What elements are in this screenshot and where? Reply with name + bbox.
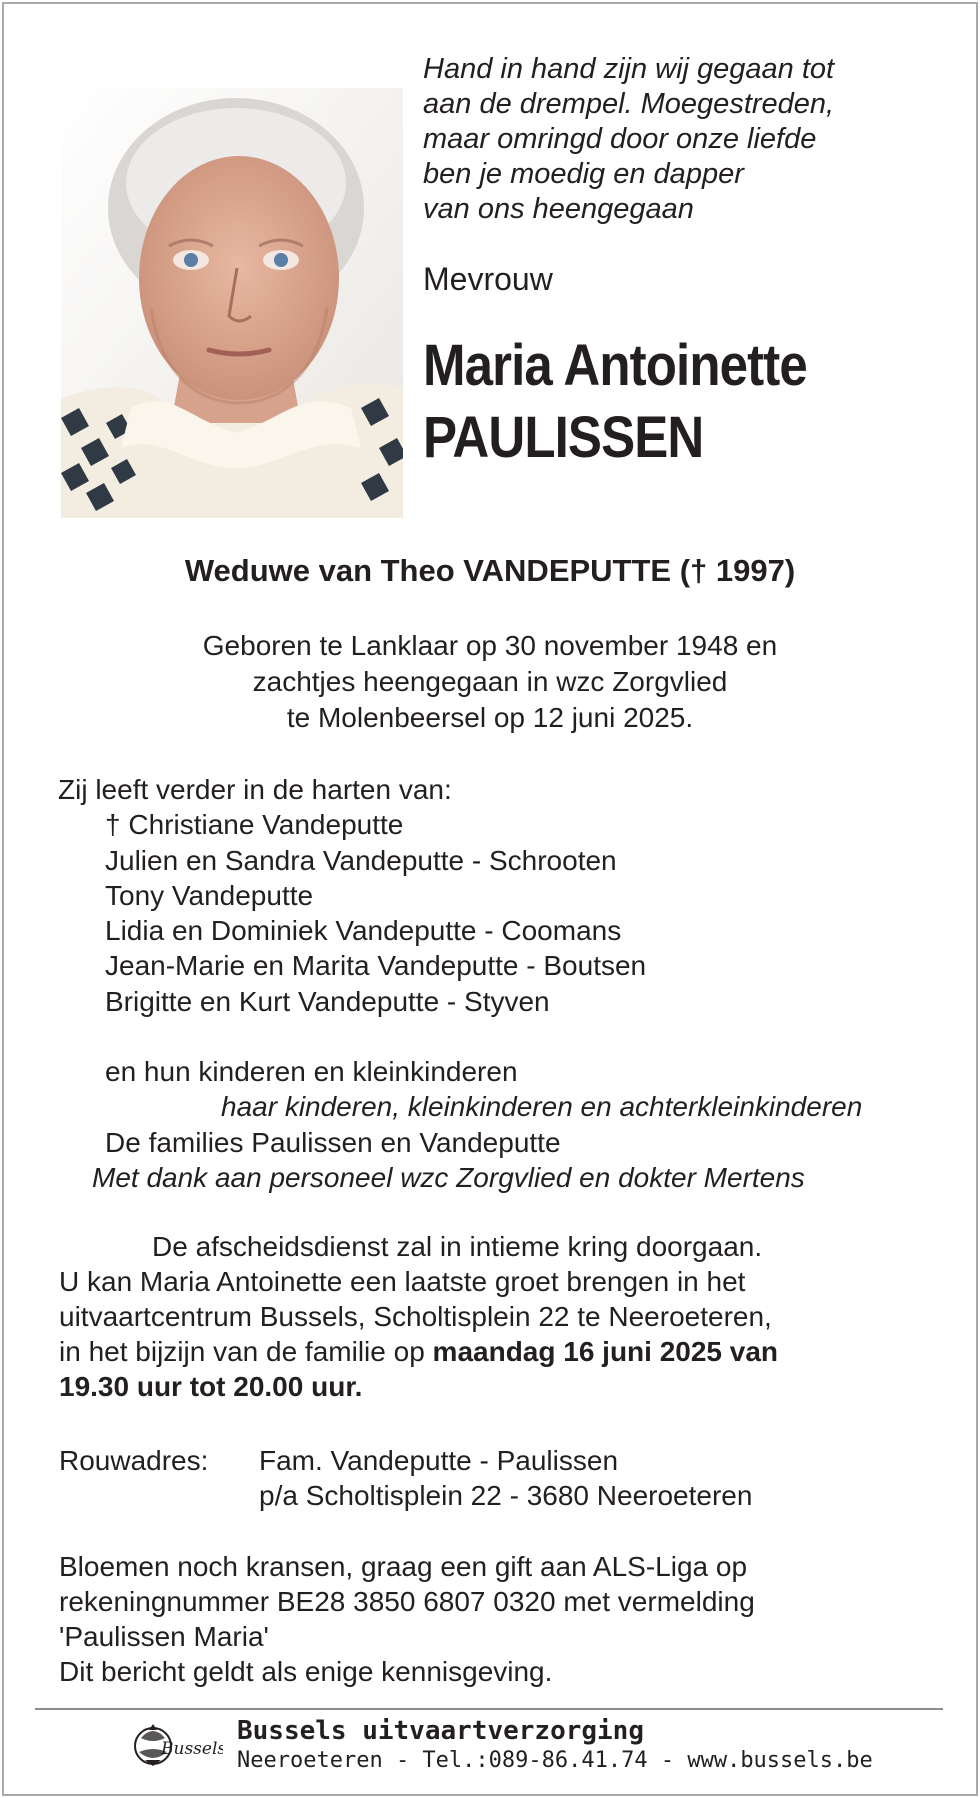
flowers-line: Dit bericht geldt als enige kennisgeving. — [59, 1656, 553, 1687]
survivor-name: Jean-Marie en Marita Vandeputte - Boutsen — [105, 950, 647, 982]
survivor-name: Lidia en Dominiek Vandeputte - Coomans — [105, 915, 622, 947]
surname: PAULISSEN — [423, 405, 704, 470]
poem-line: maar omringd door onze liefde — [423, 123, 817, 155]
logo-icon — [131, 1716, 223, 1776]
widow-line: Weduwe van Theo VANDEPUTTE († 1997) — [184, 553, 796, 588]
flowers-notice — [59, 1549, 959, 1689]
service-line — [59, 1334, 959, 1369]
service-date: maandag 16 juni 2025 van — [432, 1336, 779, 1367]
service-line: U kan Maria Antoinette een laatste groet brengen in het — [59, 1266, 746, 1297]
children-line: en hun kinderen en kleinkinderen — [105, 1056, 518, 1088]
mourning-address — [59, 1443, 752, 1513]
company-contact: Neeroeteren - Tel.:089-86.41.74 - www.bussels.be — [237, 1748, 873, 1773]
poem-line: Hand in hand zijn wij gegaan tot — [423, 53, 835, 85]
survivor-name: Tony Vandeputte — [105, 879, 314, 911]
birth-death-info — [0, 628, 980, 736]
address-label-spacer — [59, 1478, 259, 1513]
address-label: Rouwadres: — [59, 1445, 209, 1476]
bussels-logo — [131, 1716, 223, 1776]
address-line: p/a Scholtisplein 22 - 3680 Neeroeteren — [259, 1480, 753, 1511]
thanks-line: Met dank aan personeel wzc Zorgvlied en dokter Mertens — [92, 1161, 805, 1193]
flowers-line: Bloemen noch kransen, graag een gift aan ALS-Liga op — [59, 1551, 748, 1582]
flowers-line: rekeningnummer BE28 3850 6807 0320 met vermelding — [59, 1586, 755, 1617]
logo-text: Bussels — [161, 1739, 223, 1759]
grandchildren-line: haar kinderen, kleinkinderen en achterkleinkinderen — [221, 1091, 863, 1123]
birth-line: zachtjes heengegaan in wzc Zorgvlied — [252, 666, 728, 697]
flowers-line: 'Paulissen Maria' — [59, 1621, 269, 1652]
poem-line: van ons heengegaan — [423, 193, 694, 225]
families-line: De families Paulissen en Vandeputte — [105, 1126, 561, 1158]
survivor-name: Brigitte en Kurt Vandeputte - Styven — [105, 985, 550, 1017]
address-row — [59, 1443, 752, 1478]
poem-line: aan de drempel. Moegestreden, — [423, 88, 835, 120]
footer-divider — [35, 1708, 943, 1710]
survivor-name: Julien en Sandra Vandeputte - Schrooten — [105, 844, 617, 876]
deceased-name — [423, 330, 807, 474]
honorific: Mevrouw — [423, 261, 553, 297]
service-line: De afscheidsdienst zal in intieme kring doorgaan. — [152, 1231, 763, 1262]
survivor-name: † Christiane Vandeputte — [105, 809, 404, 841]
spacer — [58, 1019, 958, 1054]
service-text: in het bijzijn van de familie op — [59, 1336, 433, 1367]
address-row — [59, 1478, 752, 1513]
birth-line: Geboren te Lanklaar op 30 november 1948 en — [202, 630, 778, 661]
portrait-photo — [61, 88, 403, 518]
company-name: Bussels uitvaartverzorging — [237, 1716, 644, 1746]
service-line: uitvaartcentrum Bussels, Scholtisplein 22 te Neeroeteren, — [59, 1301, 772, 1332]
survivors-section — [58, 772, 958, 1195]
address-line: Fam. Vandeputte - Paulissen — [259, 1445, 619, 1476]
survivors-intro: Zij leeft verder in de harten van: — [58, 774, 452, 805]
service-info — [59, 1229, 959, 1404]
first-names: Maria Antoinette — [423, 333, 807, 398]
poem-line: ben je moedig en dapper — [423, 158, 744, 190]
portrait-illustration — [61, 88, 403, 518]
birth-line: te Molenbeersel op 12 juni 2025. — [286, 702, 694, 733]
service-time: 19.30 uur tot 20.00 uur. — [59, 1371, 363, 1402]
memorial-poem — [423, 52, 943, 227]
